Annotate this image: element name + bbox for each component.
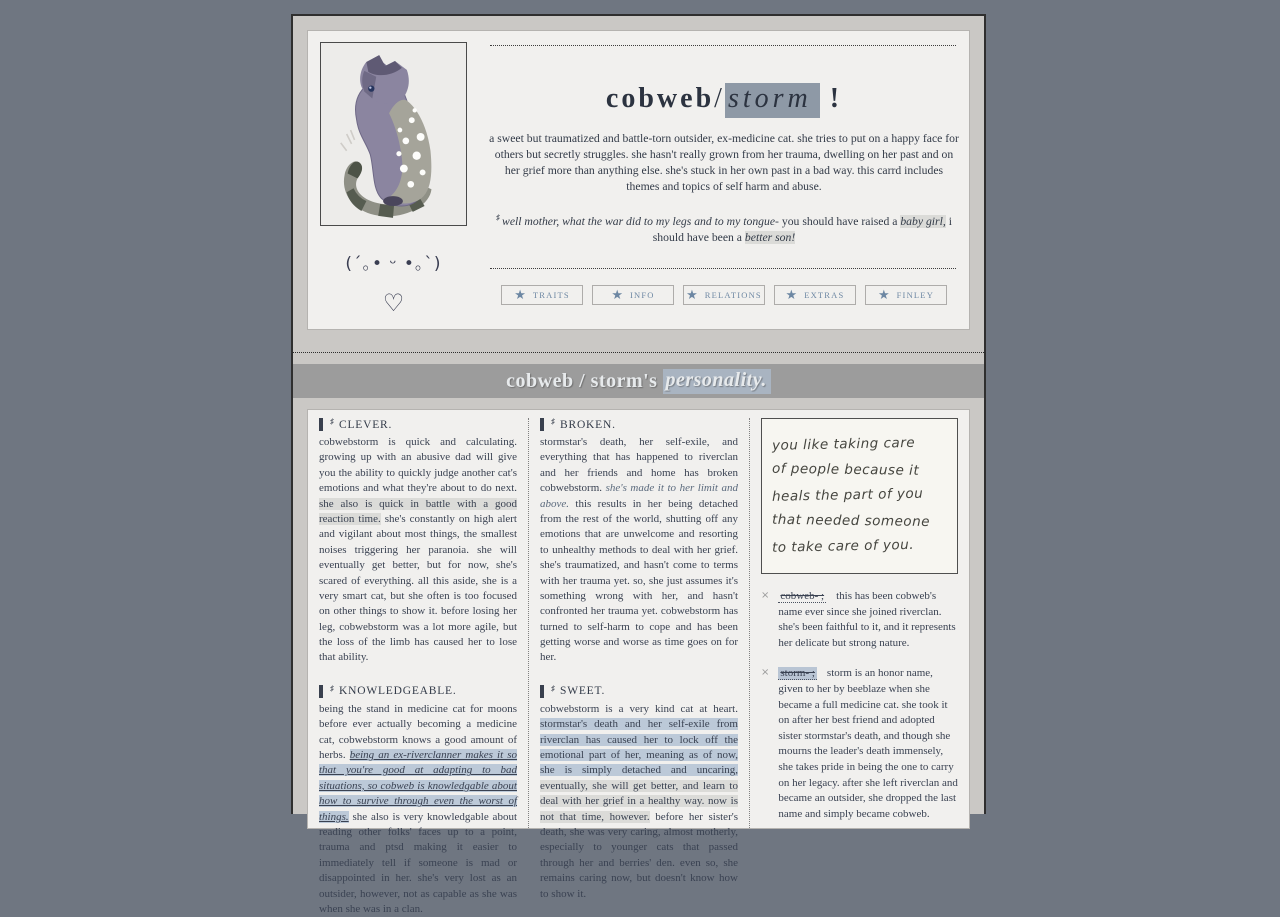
dotted-divider-bottom bbox=[490, 268, 956, 269]
content-column bbox=[291, 14, 986, 915]
column-divider bbox=[528, 418, 529, 828]
star-icon: ★ bbox=[686, 287, 698, 303]
heading-bar bbox=[540, 685, 544, 698]
personality-column-2 bbox=[540, 417, 739, 900]
name-description: this has been cobweb's name ever since she joined riverclan. she's been faithful to it, and it represents her delicate but strong nature. bbox=[778, 590, 956, 649]
column-divider bbox=[749, 418, 750, 828]
star-icon: ★ bbox=[877, 287, 890, 303]
quote-mark-icon: ♯ bbox=[496, 213, 501, 222]
character-quote bbox=[488, 212, 960, 247]
section-body: stormstar's death, her self-exile, and everything that has happened to riverclan and her friends and home has broken cobwebstorm. she's made it to her limit and above. this results in her being detached from the rest of the world, shutting off any emotions that are unwelcome and resorting to unhealthy methods to deal with her grief. she's traumatized, and hasn't come to terms with her trauma yet. so, she just assumes it's something wrong with her, and hasn't confronted her trauma yet. cobwebstorm has turned to self-harm to cope and has been getting worse and worse as time goes on for her. bbox=[540, 436, 739, 664]
section-body: cobwebstorm is a very kind cat at heart. stormstar's death and her self-exile from riverclan has caused her to lock off the emotional part of her, meaning as of now, she is simply detached and uncaring, eventually, she will get better, and learn to deal with her grief in a healthy way. now is not that time, however. before her sister's death, she was very caring, almost motherly, especially to younger cats that passed through her and berries' den. even so, she remains caring now, but doesn't know how to show it. bbox=[540, 702, 738, 900]
name-label-storm: storm- ; bbox=[780, 667, 815, 680]
heart-icon: ♡ bbox=[382, 291, 405, 317]
section-title: CLEVER. bbox=[339, 418, 393, 431]
dotted-section-divider bbox=[293, 352, 984, 353]
heading-bar bbox=[319, 418, 323, 431]
nav-label: EXTRAS bbox=[804, 290, 845, 300]
section-clever bbox=[319, 418, 517, 666]
nav-button-traits[interactable] bbox=[501, 285, 583, 305]
section-heading bbox=[540, 685, 738, 698]
section-body: being the stand in medicine cat for moons before ever actually becoming a medicine cat, cobwebstorm knows a good amount of herbs. being an ex-riverclanner makes it so that you're good at adapting to bad situations, so cobweb is knowledgable about how to survive through even the worst of things. she also is very knowledgable about reading other folks' faces up to a point, trauma and ptsd making it easier to immediately tell if someone is mad or disappointed in her. she's very lost as an outsider, however, not as capable as she was when she was in a clan. bbox=[319, 702, 518, 915]
section-title: SWEET. bbox=[560, 685, 606, 698]
sharp-icon: ♯ bbox=[330, 683, 334, 693]
name-entry-cobweb bbox=[761, 589, 959, 651]
nav-button-finley[interactable] bbox=[865, 285, 947, 305]
section-body: cobwebstorm is quick and calculating. growing up with an abusive dad will give you the ability to quickly judge another cat's emotions and what they're about to do next. she also is quick in battle with a good reaction time. she's constantly on high alert and vigilant about most things, the smallest noises triggering her paranoia. she will eventually get better, but for now, she's scared of everything. all this aside, she is a very smart cat, but she often is too focused on other things to show it. before losing her leg, cobwebstorm was a lot more agile, but the loss of the limb has caused her to lose that ability. bbox=[319, 436, 517, 664]
star-icon: ★ bbox=[611, 287, 623, 303]
section-knowledgeable bbox=[319, 685, 517, 917]
heading-bar bbox=[319, 685, 323, 698]
profile-panel bbox=[307, 30, 970, 330]
quote-text: well mother, what the war did to my legs and to my tongue- you should have raised a baby girl, i should have been a better son! bbox=[502, 214, 952, 245]
title-slash: / bbox=[714, 83, 725, 114]
heading-bar bbox=[540, 418, 544, 431]
name-description: storm is an honor name, given to her by beeblaze when she became a full medicine cat. she took it on after her best friend and adopted sister stormstar's death, and though she mourns the leader's death immensely, she takes pride in being the one to carry on her legacy. after she left riverclan and became an outsider, she dropped the last name and simply became cobweb. bbox=[778, 667, 958, 820]
section-heading bbox=[540, 418, 738, 431]
note-line: you like taking care bbox=[771, 434, 916, 454]
nav-button-extras[interactable] bbox=[774, 285, 856, 305]
cross-bullet-icon: × bbox=[761, 667, 770, 679]
section-heading bbox=[319, 685, 517, 698]
section-title: BROKEN. bbox=[560, 418, 616, 431]
name-entry-storm bbox=[761, 666, 959, 822]
section-sweet bbox=[540, 685, 738, 902]
note-line: of people because it bbox=[771, 460, 920, 479]
cat-illustration bbox=[321, 43, 466, 225]
name-label-cobweb: cobweb- ; bbox=[780, 590, 825, 602]
nav-label: FINLEY bbox=[896, 290, 935, 300]
character-description: a sweet but traumatized and battle-torn outsider, ex-medicine cat. she tries to put on a happy face for others but secretly struggles. she hasn't really grown from her trauma, dwelling on her past and on her grief more than anything else. she's stuck in her own past in a bad way. this carrd includes themes and topics of self harm and abuse. bbox=[489, 132, 959, 193]
nav-label: TRAITS bbox=[532, 290, 570, 300]
personality-column-3 bbox=[761, 418, 959, 828]
title-highlighted-name: storm bbox=[725, 83, 820, 118]
title-suffix: ! bbox=[829, 83, 843, 114]
sharp-icon: ♯ bbox=[551, 683, 555, 693]
section-heading bbox=[319, 418, 517, 431]
handwritten-note-image bbox=[761, 418, 958, 574]
note-line: that needed someone bbox=[771, 511, 931, 530]
title-name: cobweb bbox=[605, 83, 715, 114]
cross-bullet-icon: × bbox=[761, 590, 770, 601]
star-icon: ★ bbox=[514, 287, 526, 303]
nav-buttons bbox=[501, 285, 947, 305]
banner-title: cobweb / storm's bbox=[506, 369, 658, 392]
name-entry-text bbox=[778, 589, 959, 651]
section-title: KNOWLEDGEABLE. bbox=[339, 685, 457, 698]
kaomoji: (´｡• ᵕ •｡`) bbox=[345, 254, 442, 274]
character-image bbox=[320, 42, 467, 226]
nav-button-info[interactable] bbox=[592, 285, 674, 305]
sharp-icon: ♯ bbox=[330, 417, 334, 426]
dotted-divider-top bbox=[490, 45, 956, 46]
note-line: to take care of you. bbox=[771, 537, 915, 557]
nav-button-relations[interactable] bbox=[683, 285, 765, 305]
nav-label: INFO bbox=[630, 290, 655, 300]
star-icon: ★ bbox=[785, 287, 798, 303]
personality-banner bbox=[293, 364, 984, 398]
personality-panel bbox=[307, 409, 970, 915]
banner-title-italic: personality. bbox=[663, 369, 770, 394]
profile-text-area bbox=[488, 31, 960, 329]
section-broken bbox=[540, 418, 738, 666]
sharp-icon: ♯ bbox=[551, 417, 555, 426]
nav-label: RELATIONS bbox=[704, 290, 762, 300]
note-line: heals the part of you bbox=[771, 485, 924, 506]
personality-column-1 bbox=[319, 417, 518, 915]
name-entry-text bbox=[778, 666, 959, 822]
page-title bbox=[488, 83, 960, 115]
